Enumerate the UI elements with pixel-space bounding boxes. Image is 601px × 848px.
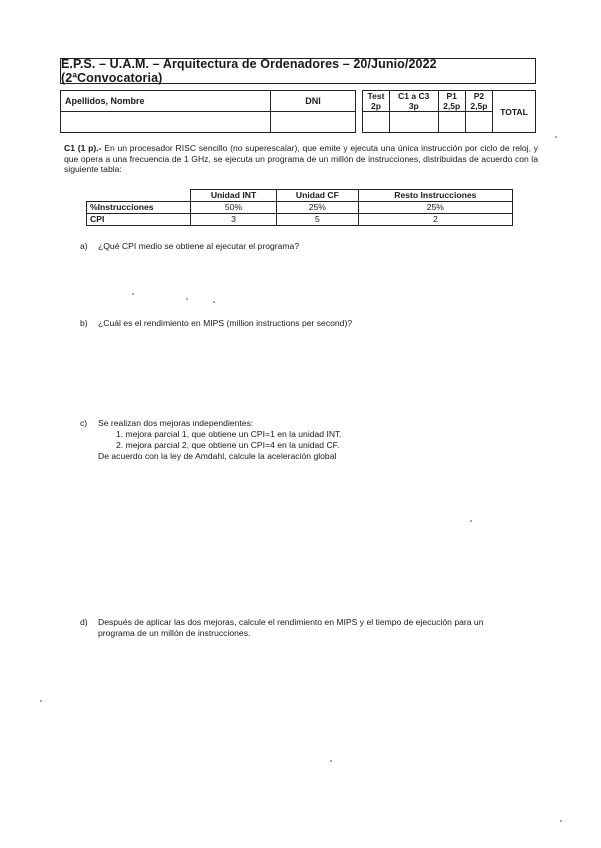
cell-percent-rest: 25% [358,202,512,214]
part-a [80,241,299,252]
col-header-cf: Unidad CF [277,190,359,202]
scan-speck [186,298,188,300]
score-header-c1c3: C1 a C3 3p [389,91,438,112]
part-d-letter: d) [80,617,88,627]
score-cell-p2[interactable] [465,112,492,133]
part-c-item-1: 1. mejora parcial 1, que obtiene un CPI=1 en la unidad INT. [116,429,342,439]
name-label: Apellidos, Nombre [61,91,271,112]
scan-speck [470,520,472,522]
col-header-rest: Resto Instrucciones [358,190,512,202]
scan-speck [560,820,562,822]
name-field[interactable] [61,112,271,133]
part-c [80,418,253,429]
score-header-p1: P1 2,5p [438,91,465,112]
score-cell-p1[interactable] [438,112,465,133]
dni-label: DNI [271,91,356,112]
scan-speck [213,301,215,303]
cell-percent-int: 50% [191,202,277,214]
dni-field[interactable] [271,112,356,133]
scan-speck [330,760,332,762]
part-c-item-2: 2. mejora parcial 2, que obtiene un CPI=4 en la unidad CF. [116,440,340,450]
exam-title: E.P.S. – U.A.M. – Arquitectura de Ordenadores – 20/Junio/2022 (2ªConvocatoria) [60,58,536,84]
question-label: C1 (1 p).- [64,143,102,153]
row-label-cpi: CPI [87,214,191,226]
part-c-text: Se realizan dos mejoras independientes: [98,418,254,428]
part-a-letter: a) [80,241,88,251]
part-b-letter: b) [80,318,88,328]
table-row [87,214,513,226]
part-d [80,617,484,628]
student-info-table [60,90,356,133]
table-corner [87,190,191,202]
score-header-total: TOTAL [493,91,536,133]
question-text: En un procesador RISC sencillo (no superescalar), que emite y ejecuta una única instrucción por ciclo de reloj, y que opera a una frecuencia de 1 GHz, se ejecuta un programa de un millón de instrucciones, distribuidas de acuerdo con la siguiente tabla: [64,143,539,175]
scan-speck [40,700,42,702]
score-cell-c1c3[interactable] [389,112,438,133]
part-c-letter: c) [80,418,88,428]
cell-percent-cf: 25% [277,202,359,214]
score-table [362,90,536,133]
cell-cpi-rest: 2 [358,214,512,226]
table-row [87,202,513,214]
score-header-test: Test 2p [363,91,390,112]
question-intro [64,143,538,175]
scan-speck [132,293,134,295]
cell-cpi-cf: 5 [277,214,359,226]
part-d-line2: programa de un millón de instrucciones. [98,628,251,638]
row-label-percent: %Instrucciones [87,202,191,214]
col-header-int: Unidad INT [191,190,277,202]
part-d-line1: Después de aplicar las dos mejoras, calcule el rendimiento en MIPS y el tiempo de ejecución para un [98,617,484,627]
scan-speck [555,136,557,138]
part-b [80,318,352,329]
cell-cpi-int: 3 [191,214,277,226]
score-header-p2: P2 2,5p [465,91,492,112]
part-b-text: ¿Cuál es el rendimiento en MIPS (million instructions per second)? [98,318,353,328]
part-c-footer: De acuerdo con la ley de Amdahl, calcule la aceleración global [98,451,337,461]
instruction-mix-table [86,189,513,226]
score-cell-test[interactable] [363,112,390,133]
part-a-text: ¿Qué CPI medio se obtiene al ejecutar el programa? [98,241,300,251]
